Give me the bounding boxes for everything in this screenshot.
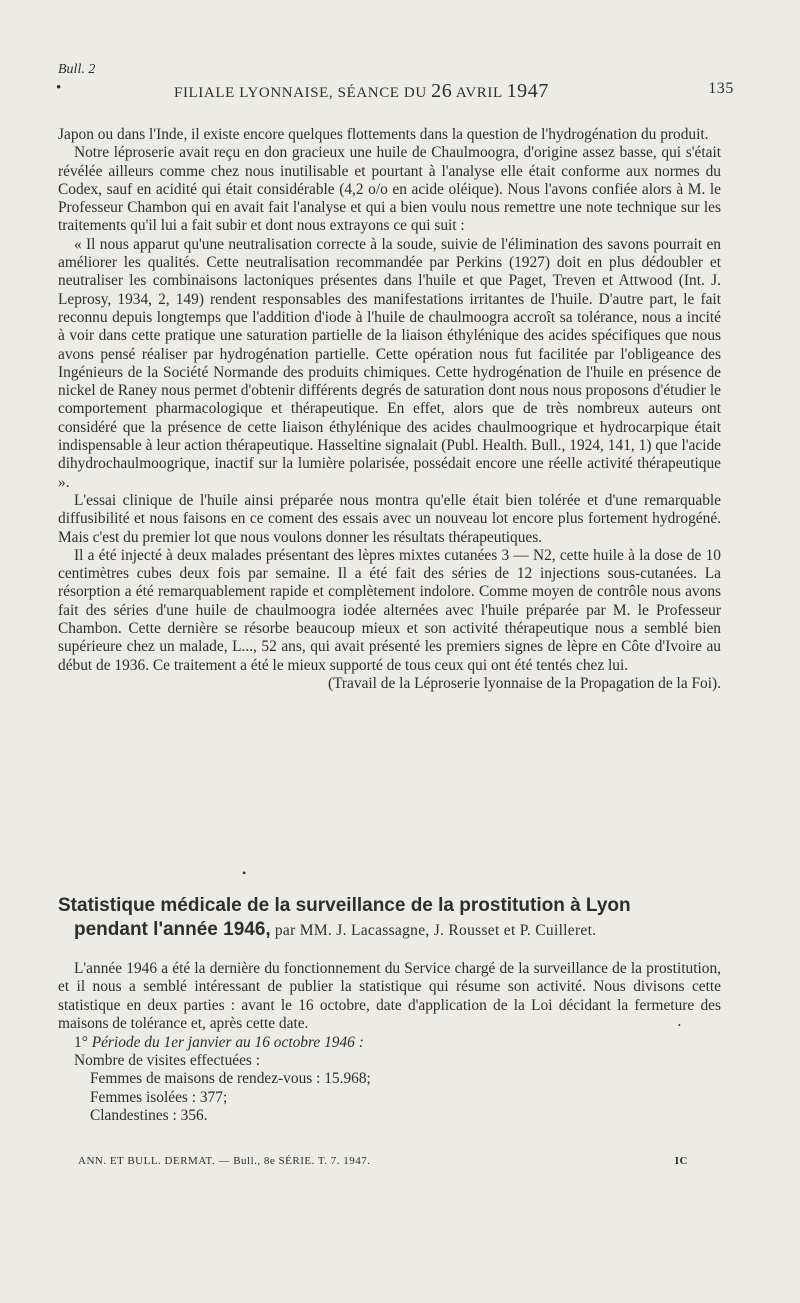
paragraph: L'essai clinique de l'huile ainsi préparée nous montra qu'elle était bien tolérée et d'une remarquable diffusibilité et nous faisons en ce coment des essais avec un nouveau lot encore plus fortement hydrogéné. Mais c'est du premier lot que nous voulons donner les résultats thérapeutiques.	[58, 491, 721, 546]
paragraph: Il a été injecté à deux malades présentant des lèpres mixtes cutanées 3 — N2, cette huile à la dose de 10 centimètres cubes deux fois par semaine. Il a été fait des séries de 12 injections sous-cutanées. La résorption a été remarquablement rapide et complètement indolore. Comme moyen de contrôle nous avons fait des séries d'une huile de chaulmoogra iodée alternées avec l'huile préparée par M. le Professeur Chambon. Cette dernière se résorbe beaucoup mieux et son activité thérapeutique nous a semblé bien supérieure chez un malade, L..., 52 ans, qui avait présenté les premiers signes de lèpre en Côte d'Ivoire au début de 1936. Ce traitement a été le mieux supporté de tous ceux qui ont été tentés chez lui.	[58, 546, 721, 674]
paragraph: Notre léproserie avait reçu en don gracieux une huile de Chaulmoogra, d'origine assez basse, qui s'était révélée ailleurs comme chez nous inutilisable et pourtant à l'analyse elle était conforme aux normes du Codex, sauf en acidité qui était considérable (4,2 o/o en acide oléique). Nous l'avons confiée alors à M. le Professeur Chambon qui en avait fait l'analyse et qui a bien voulu nous remettre une note technique sur les traitements qu'il lui a fait subir et dont nous extrayons ce qui suit :	[58, 144, 721, 235]
article-title-year: pendant l'année 1946,	[74, 919, 271, 940]
list-item: Clandestines : 356.	[90, 1107, 208, 1125]
list-item: Femmes isolées : 377;	[90, 1088, 228, 1106]
article-body	[58, 960, 721, 1126]
running-header	[56, 80, 734, 102]
header-title-year: 1947	[506, 80, 549, 102]
period-heading	[58, 1034, 721, 1052]
visits-heading: Nombre de visites effectuées :	[74, 1052, 261, 1070]
period-number: 1°	[74, 1033, 92, 1051]
header-title-mid: AVRIL	[452, 85, 507, 101]
footer-citation: ANN. ET BULL. DERMAT. — Bull., 8e SÉRIE. T. 7. 1947.	[78, 1155, 371, 1167]
period-text: Période du 1er janvier au 16 octobre 1946 :	[91, 1033, 364, 1051]
header-title-day: 26	[431, 80, 453, 102]
article-title	[58, 894, 721, 943]
article-intro: L'année 1946 a été la dernière du fonctionnement du Service chargé de la surveillance de la prostitution, et il nous a semblé intéressant de publier la statistique qui résume son activité. Nous divisons cette statistique en deux parties : avant le 16 octobre, date d'application de la Loi décidant la fermeture des maisons de tolérance et, après cette date.	[58, 960, 721, 1033]
article-title-line1: Statistique médicale de la surveillance de la prostitution à Lyon	[58, 895, 631, 916]
stray-mark: •	[678, 1021, 681, 1030]
bull-reference: Bull. 2	[58, 62, 96, 77]
article-body-previous	[58, 126, 721, 693]
header-dot: •	[56, 80, 62, 96]
header-title	[174, 80, 549, 103]
work-attribution: (Travail de la Léproserie lyonnaise de la Propagation de la Foi).	[327, 674, 721, 692]
article-title-line2	[58, 918, 721, 943]
article-authors: par MM. J. Lacassagne, J. Rousset et P. Cuilleret.	[270, 922, 597, 939]
section-separator: •	[242, 866, 247, 880]
page-number: 135	[708, 80, 734, 97]
header-title-pre: FILIALE LYONNAISE, SÉANCE DU	[174, 85, 432, 101]
footer-signature-mark: IC	[674, 1155, 688, 1167]
list-item: Femmes de maisons de rendez-vous : 15.968;	[90, 1070, 371, 1088]
paragraph: Japon ou dans l'Inde, il existe encore quelques flottements dans la question de l'hydrogénation du produit.	[58, 126, 709, 143]
quotation-paragraph: « Il nous apparut qu'une neutralisation correcte à la soude, suivie de l'élimination des savons pourrait en améliorer les qualités. Cette neutralisation recommandée par Perkins (1927) doit en plus dédoubler et neutraliser les combinaisons lactoniques présentes dans l'huile et que Paget, Treven et Attwood (Int. J. Leprosy, 1934, 2, 149) rendent responsables des manifestations irritantes de l'huile. D'autre part, le fait reconnu depuis longtemps que l'addition d'iode à l'huile de chaulmoogra accroît sa tolérance, nous a incité à voir dans cette pratique une saturation partielle de la liaison éthylénique des acides spécifiques que nous avons pensé réaliser par hydrogénation partielle. Cette opération nous fut facilitée par l'obligeance des Ingénieurs de la Société Normande des produits chimiques. Cette hydrogénation de l'huile en présence de nickel de Raney nous permet d'obtenir différents degrés de saturation dont nous nous proposons d'étudier le comportement pharmacologique et thérapeutique. En effet, alors que de très nombreux auteurs ont considéré que la présence de cette liaison éthylénique des acides chaulmoogrique et hydrocarpique était indispensable à leur action thérapeutique. Hasseltine signalait (Publ. Health. Bull., 1924, 141, 1) que l'acide dihydrochaulmoogrique, inactif sur la lumière polarisée, possédait encore une réelle activité thérapeutique ».	[58, 235, 721, 491]
